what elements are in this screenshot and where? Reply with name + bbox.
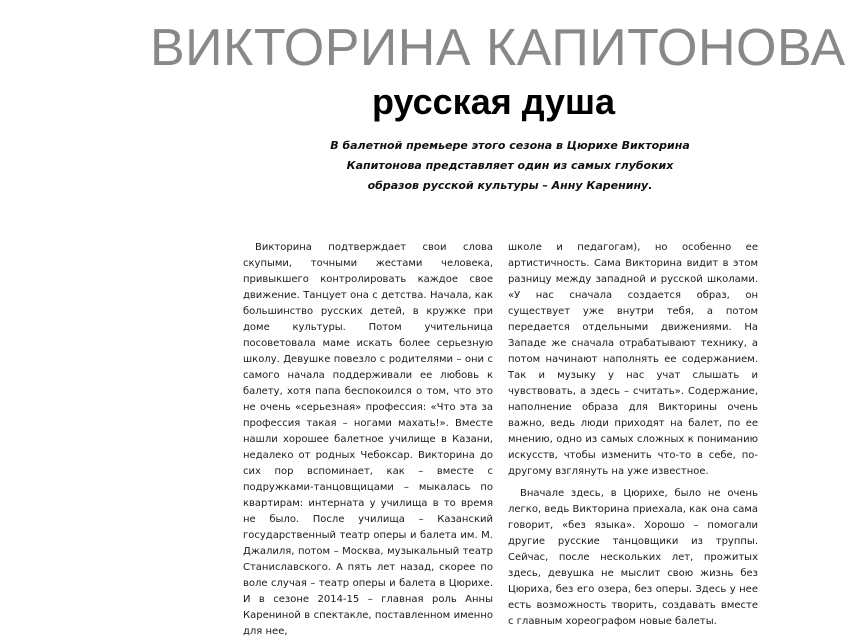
- article-column-right: [508, 240, 758, 627]
- article-column-left: [243, 240, 493, 637]
- article-subtitle: русская душа: [372, 81, 616, 122]
- paragraph: Вначале здесь, в Цюрихе, было не очень легко, ведь Викторина приехала, как она сама говорит, «без языка». Хорошо – помогали другие русские танцовщики из труппы. Сейчас, после нескольких лет, прожитых здесь, девушка не мыслит свою жизнь без Цюриха, без его озера, без оперы. Здесь у нее есть возможность творить, создавать вместе с главным хореографом новые балеты.: [508, 488, 758, 627]
- paragraph-continuation: школе и педагогам), но особенно ее артистичность. Сама Викторина видит в этом разницу между западной и русской школами. «У нас сначала создается образ, он существует уже внутри тебя, а потом передается отдельными движениями. На Западе же сначала отрабатывают технику, а потом начинают наполнять ее содержанием. Так и музыку у нас учат слышать и чувствовать, а здесь – считать». Содержание, наполнение образа для Викторины очень важно, ведь люди приходят на балет, по ее мнению, одно из самых сложных к пониманию искусств, чтобы изменить что-то в себе, по-другому взглянуть на уже известное.: [508, 242, 758, 477]
- article-title: ВИКТОРИНА КАПИТОНОВА: [150, 19, 846, 77]
- article-lead: В балетной премьере этого сезона в Цюрихе Викторина Капитонова представляет один из самых глубоких образов русской культуры – Анну Каренину.: [330, 139, 690, 192]
- paragraph: Викторина подтверждает свои слова скупыми, точными жестами человека, привыкшего контролировать каждое свое движение. Танцует она с детства. Начала, как большинство русских детей, в кружке при доме культуры. Потом учительница посоветовала маме искать более серьезную школу. Девушке повезло с родителями – они с самого начала поддерживали ее любовь к балету, хотя папа беспокоился о том, что это не очень «серьезная» профессия: «Что эта за профессия такая – ногами махать!». Вместе нашли хорошее балетное училище в Казани, недалеко от родных Чебоксар. Викторина до сих пор вспоминает, как – вместе с подружками-танцовщицами – мыкалась по квартирам: интерната у училища в то время не было. После училища – Казанский государственный театр оперы и балета им. М. Джалиля, потом – Москва, музыкальный театр Станиславского. А пять лет назад, скорее по воле случая – театр оперы и балета в Цюрихе. И в сезоне 2014-15 – главная роль Анны Карениной в спектакле, поставленном именно для нее,: [243, 242, 493, 637]
